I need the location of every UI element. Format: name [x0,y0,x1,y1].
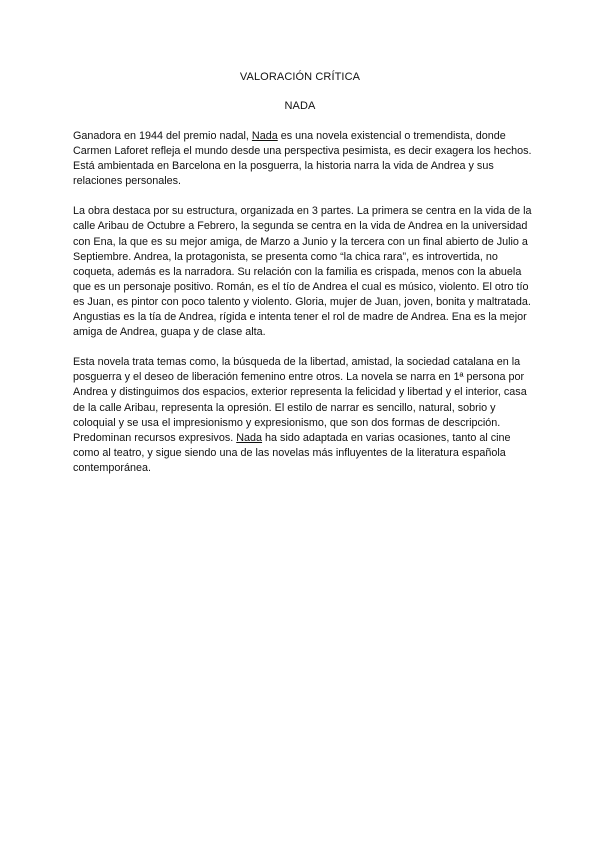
document-title: VALORACIÓN CRÍTICA [239,71,361,83]
paragraph-text: Esta novela trata temas como, la búsqueda de la libertad, amistad, la sociedad catalana en la posguerra y el deseo de liberación femenino entre otros. La novela se narra en 1ª persona por Andrea y distinguimos dos espacios, exterior representa la felicidad y libertad y el interior, casa de la calle Aribau, representa la opresión. El estilo de narrar es sencillo, natural, sobrio y coloquial y se usa el impresionismo y expresionismo, que son dos formas de descripción. Predominan recursos expresivos. [73,356,527,444]
book-title-underlined: Nada [251,130,278,142]
paragraph-text: ha sido adaptada en varias ocasiones, tanto al cine como al teatro, y sigue siendo una de las novelas más influyentes de la literatura española contemporánea. [73,431,511,474]
book-title-underlined: Nada [236,431,263,444]
paragraph-themes [73,355,533,476]
document-body [73,129,533,491]
paragraph-text: Ganadora en 1944 del premio nadal, [73,130,252,142]
paragraph-intro [73,129,533,189]
document-subtitle: NADA [284,100,316,112]
paragraph-text: es una novela existencial o tremendista, donde Carmen Laforet refleja el mundo desde una perspectiva pesimista, es decir exagera los hechos. Está ambientada en Barcelona en la posguerra, la historia narra la vida de Andrea y sus relaciones personales. [73,130,532,188]
paragraph-structure: La obra destaca por su estructura, organizada en 3 partes. La primera se centra en la vida de la calle Aribau de Octubre a Febrero, la segunda se centra en la vida de Andrea en la universidad con Ena, la que es su mejor amiga, de Marzo a Junio y la tercera con un final abierto de Julio a Septiembre. Andrea, la protagonista, se presenta como “la chica rara”, es introvertida, no coqueta, además es la narradora. Su relación con la familia es crispada, menos con la abuela que es un personaje positivo. Román, es el tío de Andrea el cual es músico, violento. El otro tío es Juan, es pintor con poco talento y violento. Gloria, mujer de Juan, joven, bonita y maltratada. Angustias es la tía de Andrea, rígida e intenta tener el rol de madre de Andrea. Ena es la mejor amiga de Andrea, guapa y de clase alta. [73,205,532,339]
